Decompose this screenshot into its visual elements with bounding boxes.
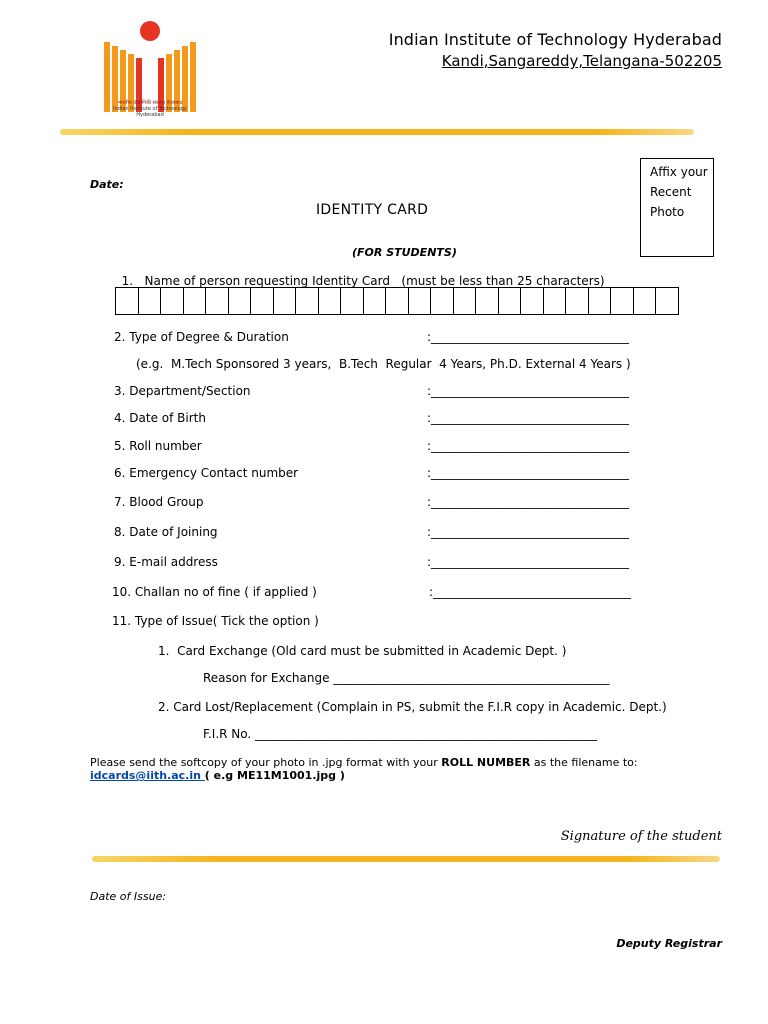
field-degree-blank[interactable]: :_________________________________ (427, 330, 630, 344)
email-link[interactable]: idcards@iith.ac.in (90, 769, 205, 782)
degree-example: (e.g. M.Tech Sponsored 3 years, B.Tech Regular 4 Years, Ph.D. External 4 Years ) (136, 357, 631, 371)
char-box[interactable] (206, 288, 229, 314)
field-department-blank[interactable]: :_________________________________ (427, 384, 630, 398)
char-box[interactable] (386, 288, 409, 314)
option-card-lost[interactable]: 2. Card Lost/Replacement (Complain in PS, submit the F.I.R copy in Academic. Dept.) (158, 700, 667, 714)
deputy-registrar-label: Deputy Registrar (616, 937, 722, 950)
field-blood-group: 7. Blood Group (114, 495, 204, 509)
char-box[interactable] (229, 288, 252, 314)
field-dob-blank[interactable]: :_________________________________ (427, 411, 630, 425)
reason-for-exchange[interactable]: Reason for Exchange ______________________________________________ (203, 671, 610, 685)
char-box[interactable] (251, 288, 274, 314)
field-department: 3. Department/Section (114, 384, 251, 398)
char-box[interactable] (544, 288, 567, 314)
field-emergency-blank[interactable]: :_________________________________ (427, 466, 630, 480)
char-box[interactable] (611, 288, 634, 314)
char-box[interactable] (139, 288, 162, 314)
item-1: 1. Name of person requesting Identity Card (must be less than 25 characters) (121, 274, 605, 288)
field-blood-group-blank[interactable]: :_________________________________ (427, 495, 630, 509)
field-dob: 4. Date of Birth (114, 411, 206, 425)
fir-number[interactable]: F.I.R No. _________________________________________________________ (203, 727, 598, 741)
char-box[interactable] (634, 288, 657, 314)
field-email: 9. E-mail address (114, 555, 218, 569)
char-box[interactable] (521, 288, 544, 314)
date-label: Date: (90, 178, 124, 191)
field-joining-blank[interactable]: :_________________________________ (427, 525, 630, 539)
field-roll-blank[interactable]: :_________________________________ (427, 439, 630, 453)
item-11: 11. Type of Issue( Tick the option ) (112, 614, 319, 628)
char-box[interactable] (454, 288, 477, 314)
filename-example: ( e.g ME11M1001.jpg ) (204, 769, 345, 782)
char-box[interactable] (499, 288, 522, 314)
char-box[interactable] (274, 288, 297, 314)
photo-instructions: Please send the softcopy of your photo in .jpg format with your ROLL NUMBER as the filename to: idcards@iith.ac.in ( e.g ME11M1001.jpg ) (90, 756, 638, 782)
field-degree: 2. Type of Degree & Duration (114, 330, 289, 344)
char-box[interactable] (476, 288, 499, 314)
field-roll: 5. Roll number (114, 439, 202, 453)
char-box[interactable] (184, 288, 207, 314)
field-email-blank[interactable]: :_________________________________ (427, 555, 630, 569)
char-box[interactable] (116, 288, 139, 314)
form-subtitle: (FOR STUDENTS) (352, 246, 457, 259)
logo-circle (140, 21, 160, 41)
name-character-boxes[interactable] (115, 287, 679, 315)
field-emergency: 6. Emergency Contact number (114, 466, 299, 480)
footer-divider (92, 856, 720, 862)
char-box[interactable] (341, 288, 364, 314)
signature-label: Signature of the student (560, 829, 722, 844)
header-divider (60, 129, 694, 135)
photo-box: Affix your Recent Photo (640, 158, 714, 257)
institute-name: Indian Institute of Technology Hyderabad (388, 30, 722, 49)
char-box[interactable] (589, 288, 612, 314)
char-box[interactable] (431, 288, 454, 314)
institute-address: Kandi,Sangareddy,Telangana-502205 (441, 52, 722, 70)
char-box[interactable] (409, 288, 432, 314)
char-box[interactable] (364, 288, 387, 314)
field-joining: 8. Date of Joining (114, 525, 218, 539)
char-box[interactable] (319, 288, 342, 314)
char-box[interactable] (566, 288, 589, 314)
option-card-exchange[interactable]: 1. Card Exchange (Old card must be submitted in Academic Dept. ) (158, 644, 567, 658)
logo-caption: भारतीय प्रौद्योगिकी संस्थान हैदराबाद Indian Institute of Technology Hyderabad (113, 100, 187, 118)
date-of-issue-label: Date of Issue: (90, 890, 167, 903)
char-box[interactable] (161, 288, 184, 314)
field-challan: 10. Challan no of fine ( if applied ) (112, 585, 317, 599)
char-box[interactable] (296, 288, 319, 314)
char-box[interactable] (656, 288, 678, 314)
field-challan-blank[interactable]: :_________________________________ (429, 585, 632, 599)
form-title: IDENTITY CARD (316, 202, 429, 218)
